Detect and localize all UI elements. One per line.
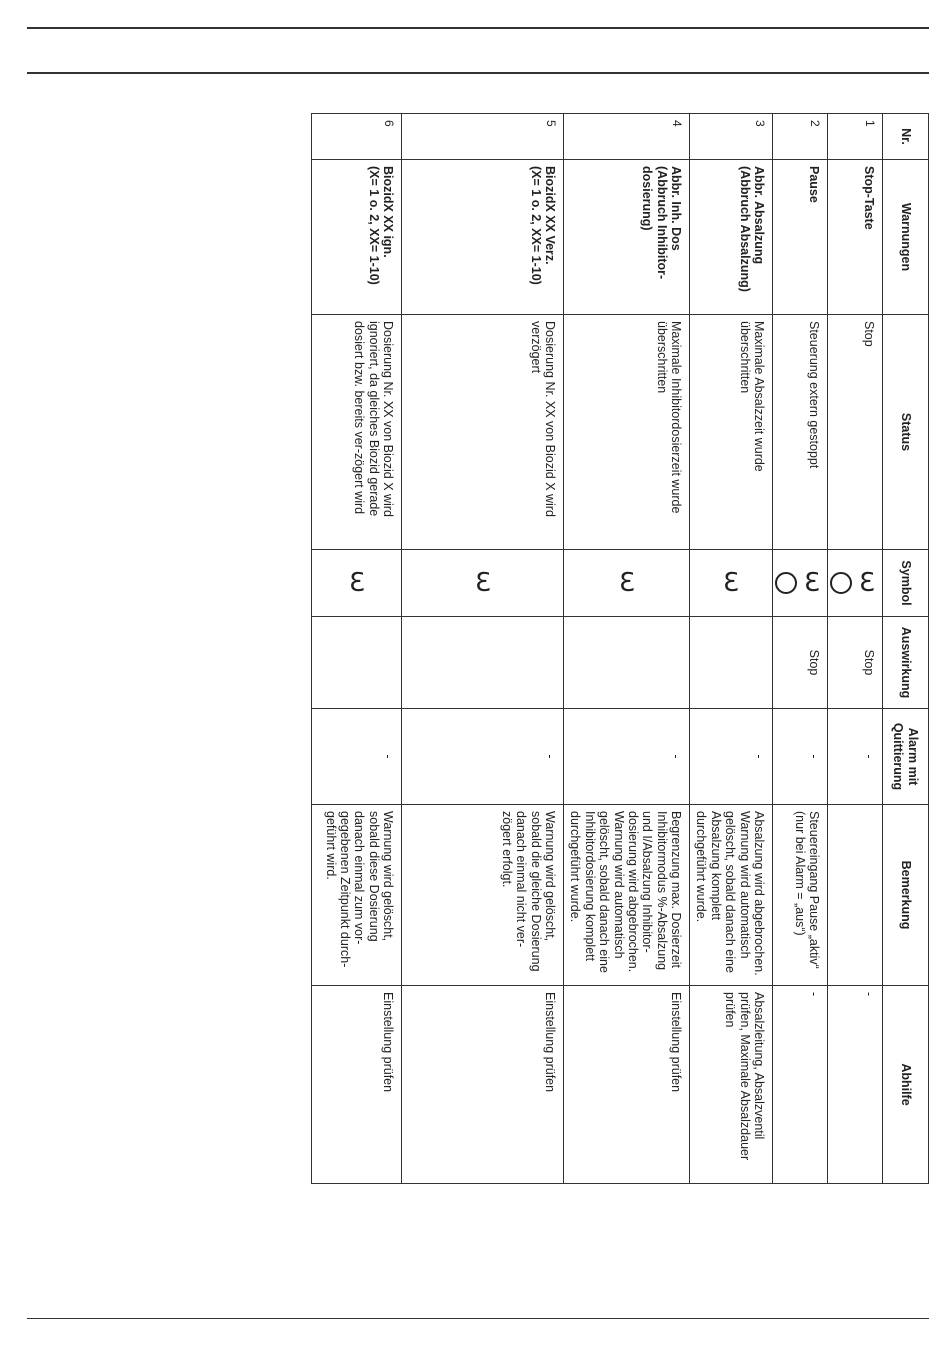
- cell-status: Stop: [828, 315, 883, 550]
- cell-bemerkung: Warnung wird gelöscht, sobald diese Dosierung danach einmal zum vor-gegebenen Zeitpunkt durch-geführt wird.: [312, 805, 402, 986]
- cell-alarm: -: [773, 709, 828, 805]
- footer-rule: [27, 1318, 929, 1319]
- stop-circle-icon: [775, 572, 797, 594]
- alert-symbol-icon: Ɛ: [859, 567, 875, 598]
- cell-warnung: Abbr. Absalzung (Abbruch Absalzung): [690, 160, 773, 315]
- cell-warnung: Pause: [773, 160, 828, 315]
- cell-nr: 5: [402, 114, 564, 160]
- stop-circle-icon: [830, 572, 852, 594]
- cell-abhilfe: -: [773, 986, 828, 1184]
- header-abhilfe: Abhilfe: [883, 986, 929, 1184]
- top-rule: [27, 27, 929, 29]
- cell-bemerkung: Warnung wird gelöscht, sobald die gleiche Dosierung danach einmal nicht ver-zögert erfolgt.: [402, 805, 564, 986]
- cell-nr: 3: [690, 114, 773, 160]
- cell-abhilfe: Einstellung prüfen: [402, 986, 564, 1184]
- cell-auswirkung: [402, 617, 564, 709]
- cell-abhilfe: Einstellung prüfen: [564, 986, 690, 1184]
- cell-warnung: BiozidX XX Verz. (X= 1 o. 2, XX= 1-10): [402, 160, 564, 315]
- cell-status: Dosierung Nr. XX von Biozid X wird verzögert: [402, 315, 564, 550]
- cell-alarm: -: [690, 709, 773, 805]
- cell-abhilfe: Einstellung prüfen: [312, 986, 402, 1184]
- header-warnungen: Warnungen: [883, 160, 929, 315]
- cell-auswirkung: [312, 617, 402, 709]
- cell-alarm: -: [828, 709, 883, 805]
- cell-abhilfe: Absalzleitung, Absalzventil prüfen, Maximale Absalzdauer prüfen: [690, 986, 773, 1184]
- cell-status: Maximale Absalzzeit wurde überschritten: [690, 315, 773, 550]
- cell-symbol: [828, 550, 883, 617]
- cell-nr: 6: [312, 114, 402, 160]
- cell-warnung: Stop-Taste: [828, 160, 883, 315]
- cell-bemerkung: Steuereingang Pause „aktiv“ (nur bei Alarm = „aus“): [773, 805, 828, 986]
- cell-status: Dosierung Nr. XX von Biozid X wird ignoriert, da gleiches Biozid gerade dosiert bzw. bereits ver-zögert wird: [312, 315, 402, 550]
- cell-alarm: -: [402, 709, 564, 805]
- alert-symbol-icon: Ɛ: [348, 567, 365, 598]
- cell-nr: 1: [828, 114, 883, 160]
- cell-bemerkung: [828, 805, 883, 986]
- header-alarm: Alarm mit Quittierung: [883, 709, 929, 805]
- cell-alarm: -: [312, 709, 402, 805]
- header-symbol: Symbol: [883, 550, 929, 617]
- cell-auswirkung: [564, 617, 690, 709]
- table-row: [690, 114, 773, 1184]
- header-bemerkung: Bemerkung: [883, 805, 929, 986]
- alert-symbol-icon: Ɛ: [618, 567, 635, 598]
- table-header-row: [883, 114, 929, 1184]
- cell-nr: 2: [773, 114, 828, 160]
- rotated-table-container: [321, 113, 929, 1183]
- cell-warnung: BiozidX XX ign. (X= 1 o. 2, XX= 1-10): [312, 160, 402, 315]
- header-nr: Nr.: [883, 114, 929, 160]
- cell-alarm: -: [564, 709, 690, 805]
- cell-bemerkung: Absalzung wird abgebrochen. Warnung wird automatisch gelöscht, sobald danach eine Absalzung komplett durchgeführt wurde.: [690, 805, 773, 986]
- cell-bemerkung: Begrenzung max. Dosierzeit Inhibitormodus %-Absalzung und I/Absalzung Inhibitor-dosierung wird abgebrochen. Warnung wird automatisch gelöscht, sobald danach eine Inhibitordosierung komplett durchgeführt wurde.: [564, 805, 690, 986]
- cell-auswirkung: [690, 617, 773, 709]
- cell-symbol: [690, 550, 773, 617]
- alert-symbol-icon: Ɛ: [723, 567, 740, 598]
- alert-symbol-icon: Ɛ: [804, 567, 820, 598]
- header-auswirkung: Auswirkung: [883, 617, 929, 709]
- cell-status: Steuerung extern gestoppt: [773, 315, 828, 550]
- table-row: [402, 114, 564, 1184]
- table-row: [828, 114, 883, 1184]
- table-row: [773, 114, 828, 1184]
- cell-symbol: [773, 550, 828, 617]
- alert-symbol-icon: Ɛ: [474, 567, 491, 598]
- cell-auswirkung: Stop: [773, 617, 828, 709]
- table-row: [312, 114, 402, 1184]
- header-rule: [27, 72, 929, 74]
- header-status: Status: [883, 315, 929, 550]
- cell-status: Maximale Inhibitordosierzeit wurde überschritten: [564, 315, 690, 550]
- cell-abhilfe: -: [828, 986, 883, 1184]
- table-row: [564, 114, 690, 1184]
- cell-symbol: [564, 550, 690, 617]
- warnings-table: [311, 113, 929, 1184]
- cell-warnung: Abbr. Inh. Dos (Abbruch Inhibitor- dosierung): [564, 160, 690, 315]
- cell-symbol: [312, 550, 402, 617]
- cell-symbol: [402, 550, 564, 617]
- cell-nr: 4: [564, 114, 690, 160]
- cell-auswirkung: Stop: [828, 617, 883, 709]
